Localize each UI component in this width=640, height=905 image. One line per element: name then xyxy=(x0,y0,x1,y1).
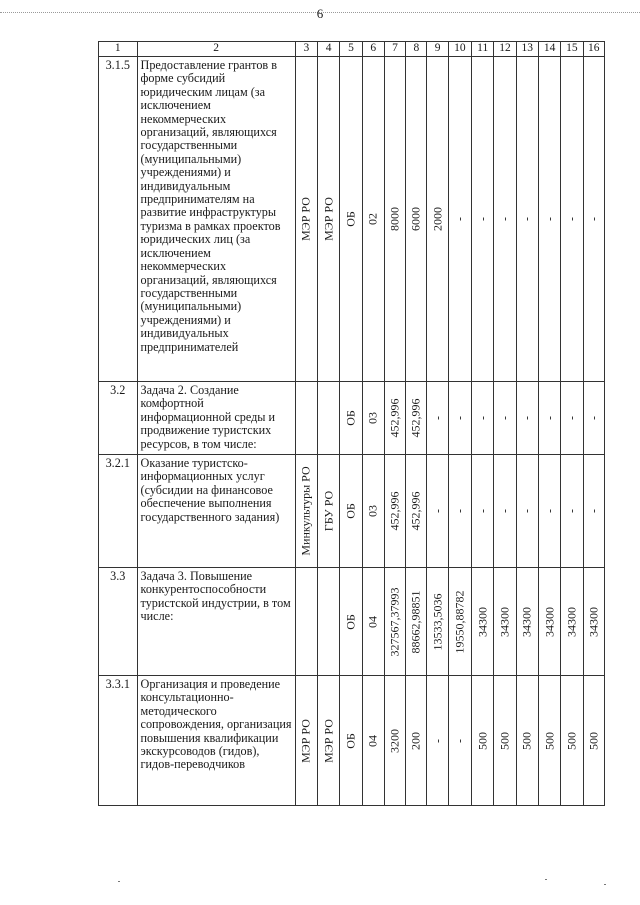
cell-value: МЭР РО xyxy=(320,197,335,241)
cell-value: 88662,98851 xyxy=(408,590,423,653)
cell-c3 xyxy=(295,455,317,568)
cell-value: - xyxy=(475,217,489,221)
cell-value: 03 xyxy=(365,505,380,517)
cell-value: - xyxy=(429,738,444,743)
cell-value: - xyxy=(564,217,579,221)
cell-value: 02 xyxy=(365,213,380,225)
cell-value: 500 xyxy=(519,731,534,750)
cell-c16 xyxy=(583,57,604,382)
cell-c16 xyxy=(583,676,604,806)
cell-c12 xyxy=(494,568,516,676)
cell-c5 xyxy=(340,676,362,806)
header-cell: 2 xyxy=(137,42,295,57)
cell-c7 xyxy=(384,568,405,676)
cell-c10 xyxy=(448,568,471,676)
cell-value: - xyxy=(541,509,556,513)
cell-c4 xyxy=(318,57,340,382)
row-name: Оказание туристско-информационных услуг (субсидии на финансовое обеспечение выполнения государственного задания) xyxy=(137,455,295,568)
cell-c5 xyxy=(340,382,362,455)
header-cell: 1 xyxy=(99,42,138,57)
cell-c8 xyxy=(406,676,427,806)
cell-c11 xyxy=(472,382,494,455)
cell-c6 xyxy=(362,455,384,568)
row-code: 3.3.1 xyxy=(99,676,138,806)
cell-value: 500 xyxy=(564,731,579,750)
cell-value: 327567,37993 xyxy=(387,587,402,656)
cell-c10 xyxy=(448,382,471,455)
cell-c15 xyxy=(561,382,583,455)
cell-c14 xyxy=(538,568,560,676)
cell-c8 xyxy=(406,455,427,568)
cell-c9 xyxy=(427,382,448,455)
header-row xyxy=(99,42,605,57)
cell-c4 xyxy=(318,568,340,676)
cell-value: ГБУ РО xyxy=(320,490,335,532)
cell-value: 13533,5036 xyxy=(429,593,444,650)
cell-value: ОБ xyxy=(343,732,358,749)
cell-value: - xyxy=(586,217,601,221)
scan-speck xyxy=(545,879,547,880)
cell-value: - xyxy=(452,416,467,420)
cell-value: ОБ xyxy=(343,211,358,227)
cell-c13 xyxy=(516,382,538,455)
cell-c16 xyxy=(583,455,604,568)
header-cell: 6 xyxy=(362,42,384,57)
cell-c5 xyxy=(340,568,362,676)
cell-c11 xyxy=(472,568,494,676)
cell-value: - xyxy=(541,217,556,221)
cell-value: 500 xyxy=(497,731,512,750)
header-cell: 10 xyxy=(448,42,471,57)
cell-c13 xyxy=(516,568,538,676)
cell-value: 34300 xyxy=(564,606,579,637)
row-code: 3.1.5 xyxy=(99,57,138,382)
cell-value: 3200 xyxy=(387,728,402,753)
cell-c4 xyxy=(318,676,340,806)
cell-c4 xyxy=(318,382,340,455)
cell-c10 xyxy=(448,455,471,568)
row-name: Задача 3. Повышение конкурентоспособности туристской индустрии, в том числе: xyxy=(137,568,295,676)
cell-value: 500 xyxy=(586,731,601,750)
cell-value: 452,996 xyxy=(408,398,423,438)
cell-c3 xyxy=(295,382,317,455)
row-code: 3.2 xyxy=(99,382,138,455)
cell-value: - xyxy=(541,416,556,420)
cell-value: - xyxy=(429,416,444,420)
cell-value: - xyxy=(564,416,579,420)
cell-c13 xyxy=(516,455,538,568)
cell-c11 xyxy=(472,455,494,568)
header-cell: 14 xyxy=(538,42,560,57)
cell-c5 xyxy=(340,57,362,382)
cell-value: ОБ xyxy=(343,613,358,630)
cell-c7 xyxy=(384,676,405,806)
scan-speck xyxy=(604,884,606,885)
row-name: Задача 2. Создание комфортной информационной среды и продвижение туристских ресурсов, в том числе: xyxy=(137,382,295,455)
header-cell: 8 xyxy=(406,42,427,57)
header-cell: 12 xyxy=(494,42,516,57)
cell-c16 xyxy=(583,568,604,676)
cell-c9 xyxy=(427,455,448,568)
cell-value: 200 xyxy=(408,731,423,750)
table-row xyxy=(99,676,605,806)
scan-speck xyxy=(118,881,120,882)
cell-c3 xyxy=(295,676,317,806)
cell-value: ОБ xyxy=(343,410,358,426)
table-row xyxy=(99,57,605,382)
cell-c14 xyxy=(538,676,560,806)
cell-value: - xyxy=(519,509,534,513)
cell-c12 xyxy=(494,455,516,568)
cell-c10 xyxy=(448,676,471,806)
header-cell: 4 xyxy=(318,42,340,57)
cell-value: 34300 xyxy=(497,606,512,637)
cell-value: - xyxy=(452,738,467,743)
header-cell: 9 xyxy=(427,42,448,57)
cell-c14 xyxy=(538,57,560,382)
cell-value: - xyxy=(586,416,601,420)
cell-c9 xyxy=(427,57,448,382)
cell-value: МЭР РО xyxy=(298,197,313,241)
cell-c8 xyxy=(406,568,427,676)
cell-value: 34300 xyxy=(475,606,489,637)
row-name: Предоставление грантов в форме субсидий юридическим лицам (за исключением некоммерческих организаций, являющихся государственными (муниципальными) учреждениями) и индивидуальным предпринимателям на развитие инфраструктуры туризма в рамках проектов юридических лиц (за исключением некоммерческих организаций, являющихся государственными (муниципальными) учреждениями) и индивидуальных предпринимателей xyxy=(137,57,295,382)
cell-c16 xyxy=(583,382,604,455)
cell-c15 xyxy=(561,455,583,568)
cell-value: - xyxy=(564,509,579,513)
cell-c6 xyxy=(362,57,384,382)
cell-value: - xyxy=(519,416,534,420)
table-row xyxy=(99,455,605,568)
cell-c13 xyxy=(516,676,538,806)
cell-value: - xyxy=(497,416,512,420)
cell-value: Минкультуры РО xyxy=(298,466,313,556)
cell-c15 xyxy=(561,676,583,806)
cell-c12 xyxy=(494,676,516,806)
cell-value: - xyxy=(452,217,467,221)
header-cell: 5 xyxy=(340,42,362,57)
cell-value: 500 xyxy=(475,731,489,750)
cell-value: - xyxy=(475,416,489,420)
cell-c15 xyxy=(561,57,583,382)
cell-c3 xyxy=(295,568,317,676)
cell-value: - xyxy=(475,509,489,513)
header-cell: 16 xyxy=(583,42,604,57)
header-cell: 15 xyxy=(561,42,583,57)
cell-c15 xyxy=(561,568,583,676)
cell-value: 34300 xyxy=(586,606,601,637)
cell-c12 xyxy=(494,57,516,382)
cell-c9 xyxy=(427,676,448,806)
cell-value: МЭР РО xyxy=(298,718,313,763)
row-code: 3.3 xyxy=(99,568,138,676)
table-row xyxy=(99,568,605,676)
cell-value: - xyxy=(429,509,444,513)
cell-value: - xyxy=(586,509,601,513)
cell-value: 19550,88782 xyxy=(452,590,467,653)
cell-value: 452,996 xyxy=(408,491,423,531)
cell-c7 xyxy=(384,382,405,455)
cell-c10 xyxy=(448,57,471,382)
cell-c3 xyxy=(295,57,317,382)
cell-c6 xyxy=(362,676,384,806)
header-cell: 7 xyxy=(384,42,405,57)
cell-c7 xyxy=(384,455,405,568)
cell-c4 xyxy=(318,455,340,568)
cell-value: 04 xyxy=(365,615,380,628)
cell-c8 xyxy=(406,57,427,382)
cell-value: - xyxy=(452,509,467,513)
cell-c5 xyxy=(340,455,362,568)
cell-c13 xyxy=(516,57,538,382)
cell-c6 xyxy=(362,382,384,455)
cell-value: 34300 xyxy=(541,606,556,637)
cell-value: 04 xyxy=(365,734,380,747)
cell-c9 xyxy=(427,568,448,676)
cell-value: 03 xyxy=(365,412,380,424)
cell-value: 34300 xyxy=(519,606,534,637)
cell-c11 xyxy=(472,57,494,382)
header-cell: 13 xyxy=(516,42,538,57)
cell-c11 xyxy=(472,676,494,806)
cell-c8 xyxy=(406,382,427,455)
cell-value: 452,996 xyxy=(387,398,402,438)
cell-c7 xyxy=(384,57,405,382)
cell-c14 xyxy=(538,382,560,455)
cell-value: МЭР РО xyxy=(320,718,335,763)
table-row xyxy=(99,382,605,455)
row-name: Организация и проведение консультационно-методического сопровождения, организация повышения квалификации экскурсоводов (гидов), гидов-переводчиков xyxy=(137,676,295,806)
cell-value: - xyxy=(497,509,512,513)
page-number: 6 xyxy=(316,6,324,21)
cell-value: 500 xyxy=(541,731,556,750)
cell-value: 452,996 xyxy=(387,491,402,531)
cell-c12 xyxy=(494,382,516,455)
cell-value: ОБ xyxy=(343,503,358,519)
row-code: 3.2.1 xyxy=(99,455,138,568)
cell-value: 6000 xyxy=(408,207,423,231)
cell-value: 8000 xyxy=(387,207,402,231)
cell-c6 xyxy=(362,568,384,676)
header-cell: 11 xyxy=(472,42,494,57)
header-cell: 3 xyxy=(295,42,317,57)
cell-value: - xyxy=(497,217,512,221)
cell-value: 2000 xyxy=(429,207,444,231)
budget-table xyxy=(98,41,605,806)
cell-c14 xyxy=(538,455,560,568)
cell-value: - xyxy=(519,217,534,221)
